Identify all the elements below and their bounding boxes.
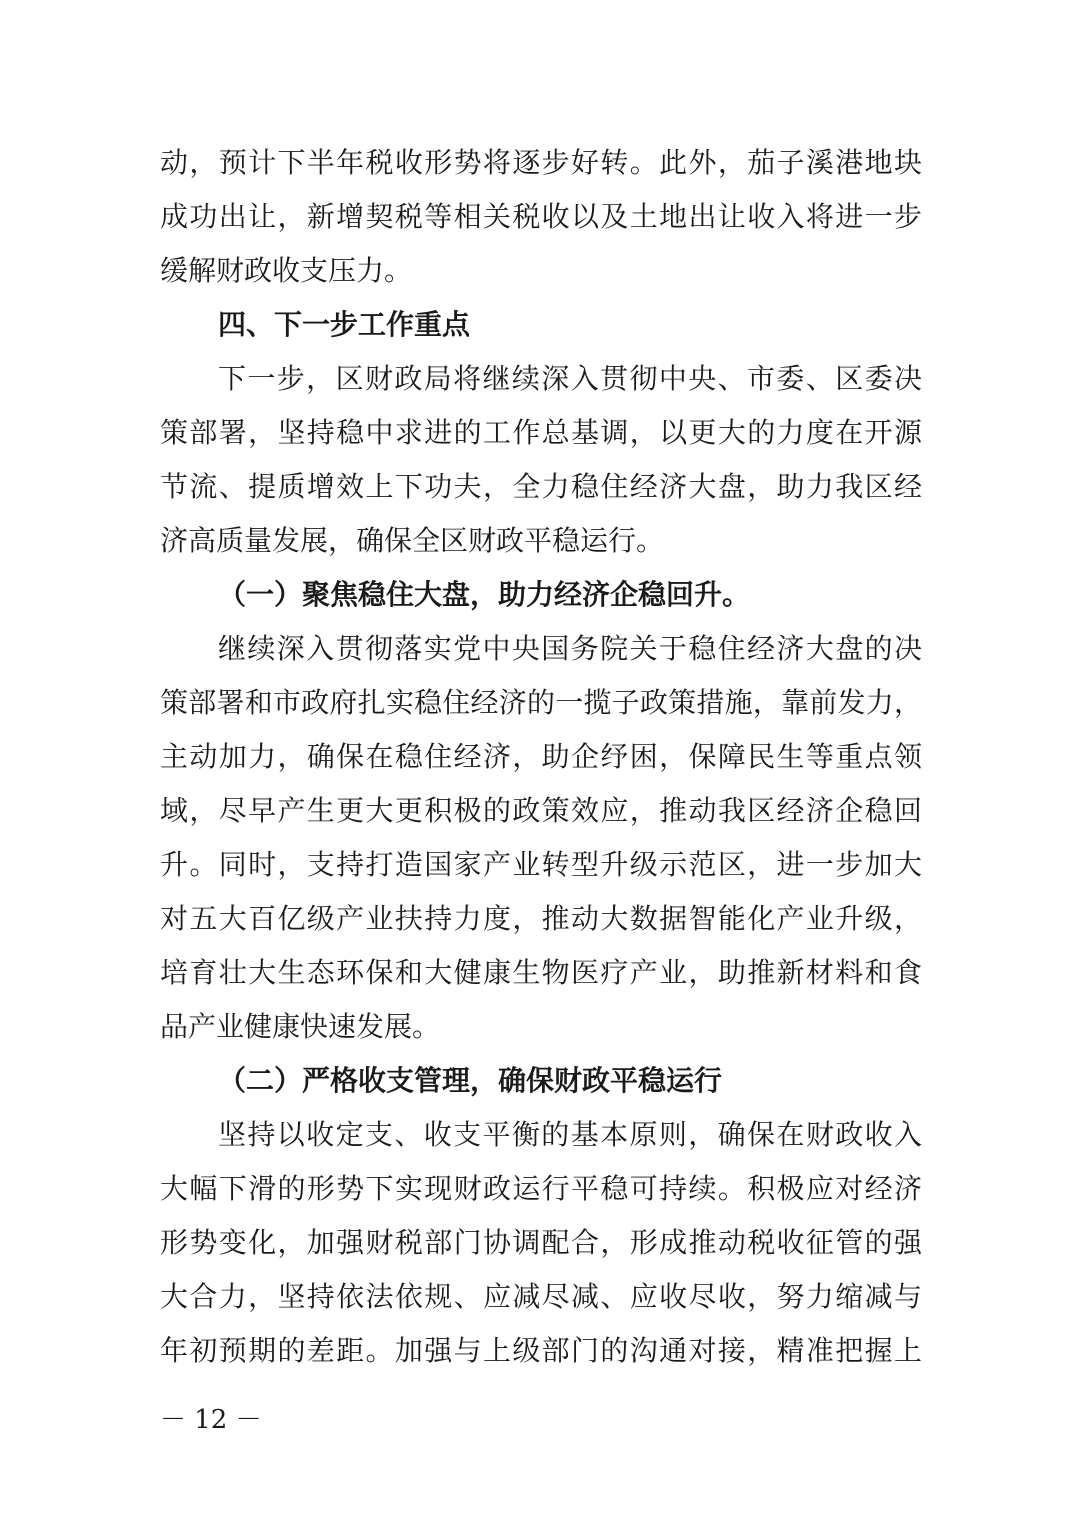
body-text-line: 继续深入贯彻落实党中央国务院关于稳住经济大盘的决 — [218, 632, 922, 665]
body-text-line: 域，尽早产生更大更积极的政策效应，推动我区经济企稳回 — [160, 794, 922, 827]
body-text-line: 大幅下滑的形势下实现财政运行平稳可持续。积极应对经济 — [160, 1172, 922, 1205]
body-text-line: 品产业健康快速发展。 — [160, 1010, 441, 1043]
body-text-line: 成功出让，新增契税等相关税收以及土地出让收入将进一步 — [160, 200, 922, 233]
body-text-line: 策部署，坚持稳中求进的工作总基调，以更大的力度在开源 — [160, 416, 922, 449]
section-heading: 四、下一步工作重点 — [218, 308, 471, 341]
subsection-heading: （二）严格收支管理，确保财政平稳运行 — [218, 1064, 723, 1097]
body-text-line: 培育壮大生态环保和大健康生物医疗产业，助推新材料和食 — [160, 956, 922, 989]
body-text-line: 坚持以收定支、收支平衡的基本原则，确保在财政收入 — [218, 1118, 922, 1151]
body-text-line: 主动加力，确保在稳住经济，助企纾困，保障民生等重点领 — [160, 740, 922, 773]
subsection-heading: （一）聚焦稳住大盘，助力经济企稳回升。 — [218, 578, 751, 611]
body-text-line: 下一步，区财政局将继续深入贯彻中央、市委、区委决 — [218, 362, 922, 395]
body-text-line: 缓解财政收支压力。 — [160, 254, 413, 287]
body-text-line: 年初预期的差距。加强与上级部门的沟通对接，精准把握上 — [160, 1334, 922, 1367]
body-text-line: 形势变化，加强财税部门协调配合，形成推动税收征管的强 — [160, 1226, 922, 1259]
body-text-line: 策部署和市政府扎实稳住经济的一揽子政策措施，靠前发力， — [160, 686, 922, 719]
page-number: － 12 － — [160, 1405, 262, 1435]
body-text-line: 升。同时，支持打造国家产业转型升级示范区，进一步加大 — [160, 848, 922, 881]
body-text-line: 济高质量发展，确保全区财政平稳运行。 — [160, 524, 665, 557]
body-text-line: 节流、提质增效上下功夫，全力稳住经济大盘，助力我区经 — [160, 470, 922, 503]
body-text-line: 动，预计下半年税收形势将逐步好转。此外，茄子溪港地块 — [160, 146, 922, 179]
body-text-line: 对五大百亿级产业扶持力度，推动大数据智能化产业升级， — [160, 902, 922, 935]
body-text-line: 大合力，坚持依法依规、应减尽减、应收尽收，努力缩减与 — [160, 1280, 922, 1313]
